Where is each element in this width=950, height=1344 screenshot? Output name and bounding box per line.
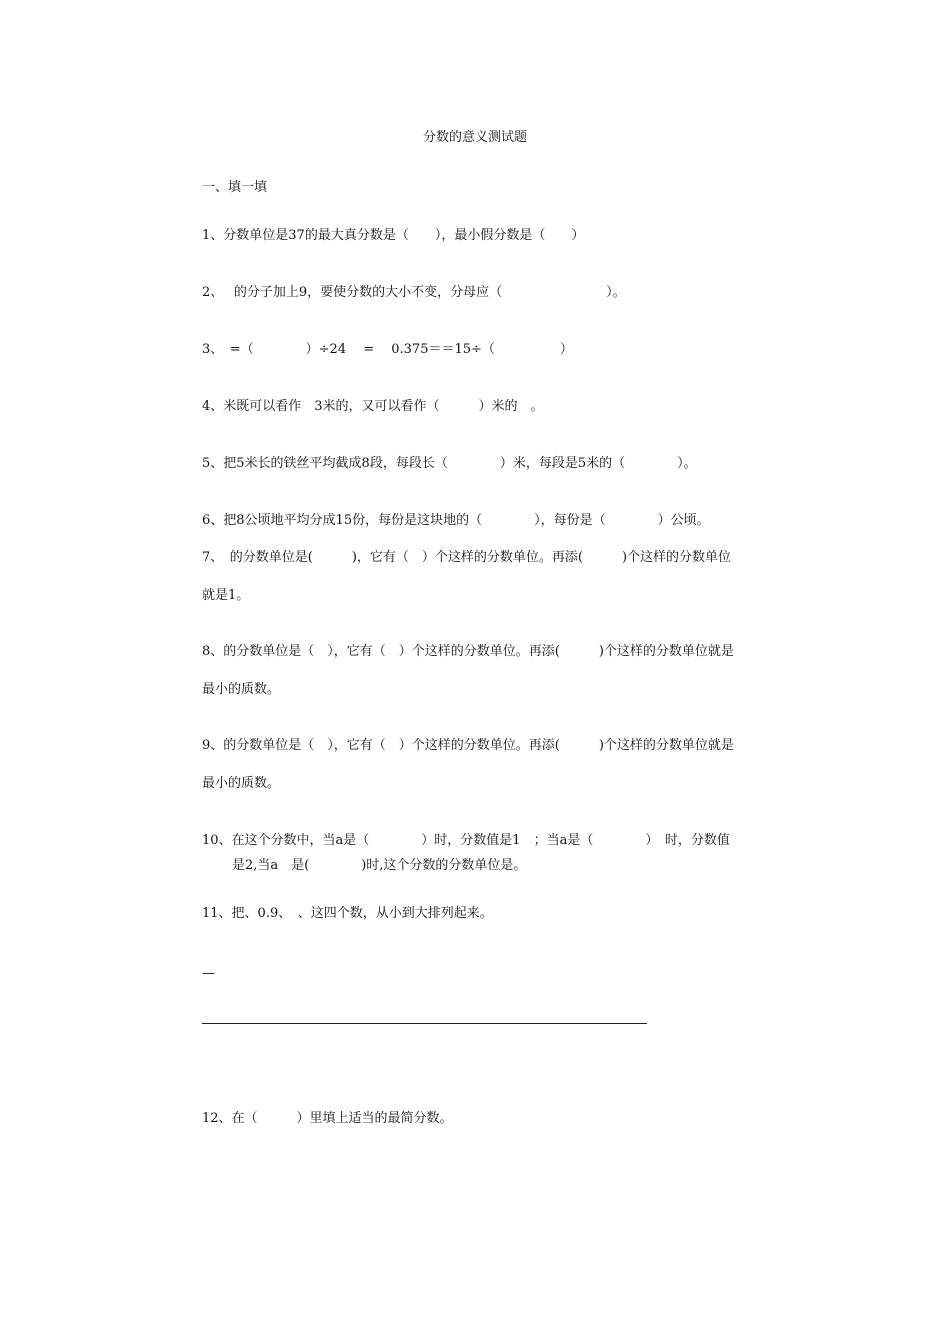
question-11: 11、把、0.9、 、这四个数，从小到大排列起来。 — [202, 906, 493, 921]
question-8-line-2: 最小的质数。 — [202, 682, 281, 697]
page-title: 分数的意义测试题 — [422, 130, 527, 145]
dash-mark: — — [202, 966, 215, 981]
question-9-line-1: 9、的分数单位是（ ），它有（ ）个这样的分数单位。再添( )个这样的分数单位就是 — [202, 738, 734, 753]
question-1: 1、分数单位是37的最大真分数是（ ），最小假分数是（ ） — [202, 228, 585, 243]
question-6: 6、把8公顷地平均分成15份，每份是这块地的（ ），每份是（ ）公顷。 — [202, 513, 710, 528]
question-7-line-2: 就是1。 — [202, 588, 250, 603]
section-heading: 一、填一填 — [202, 180, 268, 195]
question-4: 4、米既可以看作 3米的，又可以看作（ ）米的 。 — [202, 399, 544, 414]
question-12: 12、在（ ）里填上适当的最简分数。 — [202, 1111, 453, 1126]
question-5: 5、把5米长的铁丝平均截成8段，每段长（ ）米，每段是5米的（ ）。 — [202, 456, 697, 471]
question-8-line-1: 8、的分数单位是（ ），它有（ ）个这样的分数单位。再添( )个这样的分数单位就是 — [202, 644, 734, 659]
question-2: 2、 的分子加上9，要使分数的大小不变，分母应（ ）。 — [202, 285, 626, 300]
question-7-line-1: 7、 的分数单位是( )，它有（ ）个这样的分数单位。再添( )个这样的分数单位 — [202, 550, 732, 565]
question-10-line-1: 10、在这个分数中，当a是（ ）时，分数值是1 ；当a是（ ） 时，分数值 — [202, 833, 730, 848]
question-10-line-2: 是2,当a 是( )时,这个分数的分数单位是。 — [232, 858, 527, 873]
question-3: 3、 =（ ）÷24 = 0.375＝＝15÷（ ） — [202, 342, 573, 357]
answer-line — [202, 1023, 647, 1024]
question-9-line-2: 最小的质数。 — [202, 776, 281, 791]
